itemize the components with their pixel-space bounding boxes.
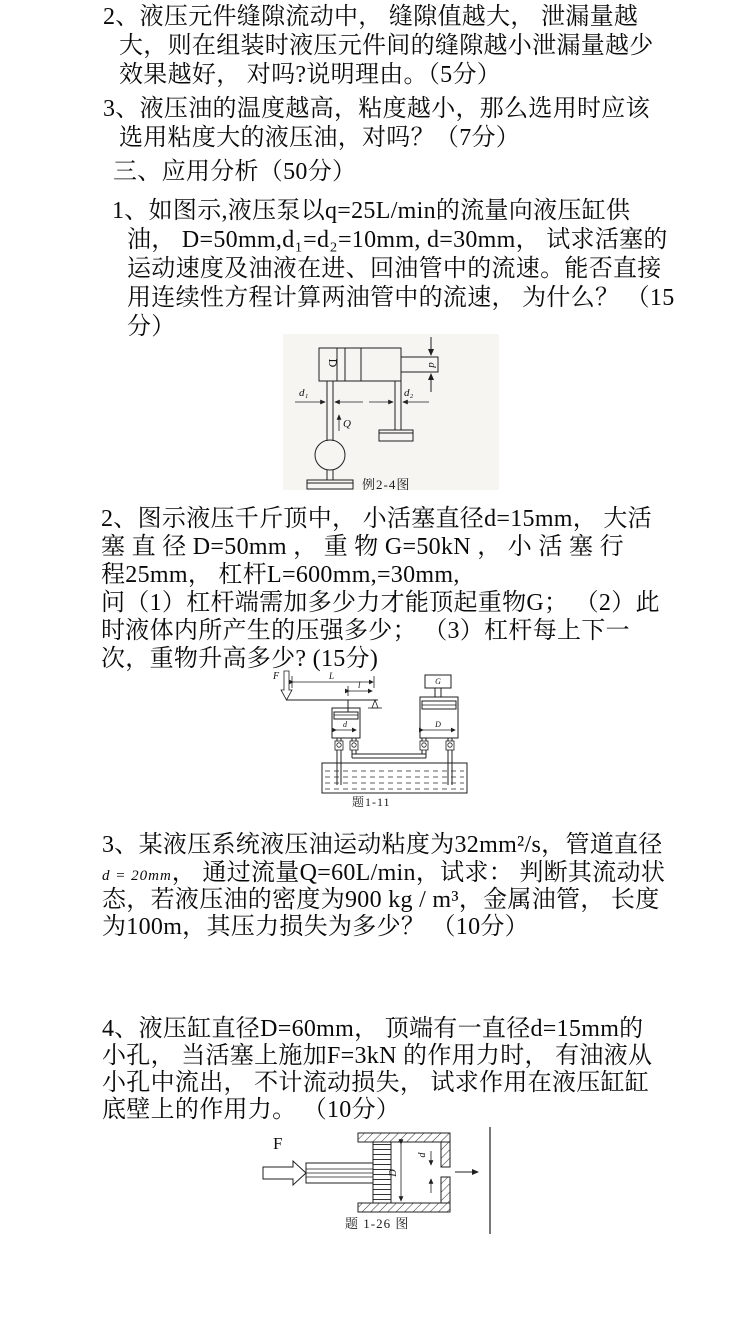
applied-q2-line-4: 问（1）杠杆端需加多少力才能顶起重物G； （2）此: [101, 590, 660, 616]
applied-q4-line-4: 底壁上的作用力。 （10分）: [102, 1097, 401, 1123]
fig1-label-d2: d₂: [404, 387, 414, 399]
hydraulic-jack-drawing: [272, 668, 497, 803]
fig1-label-D: D: [326, 358, 340, 368]
figure3-caption: 题 1-26 图: [345, 1216, 410, 1231]
applied-q2-line-1: 2、图示液压千斤顶中， 小活塞直径d=15mm， 大活: [101, 506, 652, 532]
applied-q2-line-3: 程25mm， 杠杆L=600mm,=30mm,: [101, 562, 460, 588]
review-q3-line-1: 3、液压油的温度越高，粘度越小，那么选用时应该: [103, 96, 650, 122]
cylinder-pump-drawing: [283, 334, 499, 490]
fig2-label-G: G: [435, 677, 441, 686]
fig2-label-d: d: [343, 720, 347, 729]
figure2-caption: 题1-11: [352, 795, 391, 809]
review-q3-line-2: 选用粘度大的液压油，对吗？（7分）: [119, 125, 521, 151]
fig3-label-F: F: [273, 1134, 283, 1153]
fig2-label-L: L: [329, 671, 335, 681]
applied-q1-line-3: 运动速度及油液在进、回油管中的流速。能否直接: [127, 256, 662, 282]
applied-q3-line-2: [102, 860, 665, 889]
figure-hydraulic-jack: [272, 668, 497, 803]
figure-cylinder-pump: [283, 334, 499, 490]
applied-q1-line-1: 1、如图示,液压泵以q=25L/min的流量向液压缸供: [112, 198, 631, 224]
section-heading: 三、应用分析（50分）: [113, 159, 357, 185]
applied-q2-line-6: 次，重物升高多少? (15分): [101, 646, 379, 672]
figure1-caption: 例2-4图: [362, 477, 411, 492]
review-q2-line-3: 效果越好， 对吗?说明理由。（5分）: [119, 62, 502, 88]
applied-q3-line-4: 为100m，其压力损失为多少？ （10分）: [102, 914, 529, 940]
applied-q4-line-3: 小孔中流出， 不计流动损失， 试求作用在液压缸缸: [102, 1070, 650, 1096]
applied-q2-line-2: 塞 直 径 D=50mm ， 重 物 G=50kN ， 小 活 塞 行: [101, 534, 624, 560]
fig1-label-Q: Q: [343, 418, 351, 430]
applied-q1-line-2: 油， D=50mm,d₁=d₂=10mm, d=30mm， 试求活塞的: [127, 227, 668, 253]
applied-q3-line-3: 态，若液压油的密度为900 kg / m³，金属油管， 长度: [102, 887, 660, 913]
applied-q4-line-2: 小孔， 当活塞上施加F=3kN 的作用力时， 有油液从: [102, 1043, 653, 1069]
applied-q3-formula: d = 20mm: [102, 868, 172, 884]
applied-q3-line-2-rest: ， 通过流量Q=60L/min，试求： 判断其流动状: [171, 860, 666, 886]
fig1-label-d: d: [426, 362, 438, 368]
applied-q1-line-5: 分）: [127, 314, 176, 340]
fig2-label-l: l: [358, 680, 361, 690]
fig2-label-F: F: [273, 671, 280, 682]
review-q2-line-1: 2、液压元件缝隙流动中， 缝隙值越大， 泄漏量越: [103, 4, 639, 30]
fig3-label-D: D: [388, 1169, 399, 1177]
applied-q1-line-4: 用连续性方程计算两油管中的流速， 为什么？ （15: [127, 285, 675, 311]
fig1-label-d1: d₁: [299, 387, 309, 399]
applied-q3-line-1: 3、某液压系统液压油运动粘度为32mm²/s，管道直径: [102, 832, 663, 858]
applied-q2-line-5: 时液体内所产生的压强多少； （3）杠杆每上下一: [101, 618, 630, 644]
fig2-label-D: D: [435, 720, 441, 729]
review-q2-line-2: 大，则在组装时液压元件间的缝隙越小泄漏量越少: [119, 33, 654, 59]
applied-q4-line-1: 4、液压缸直径D=60mm， 顶端有一直径d=15mm的: [102, 1016, 644, 1042]
fig3-label-d: d: [417, 1152, 428, 1158]
